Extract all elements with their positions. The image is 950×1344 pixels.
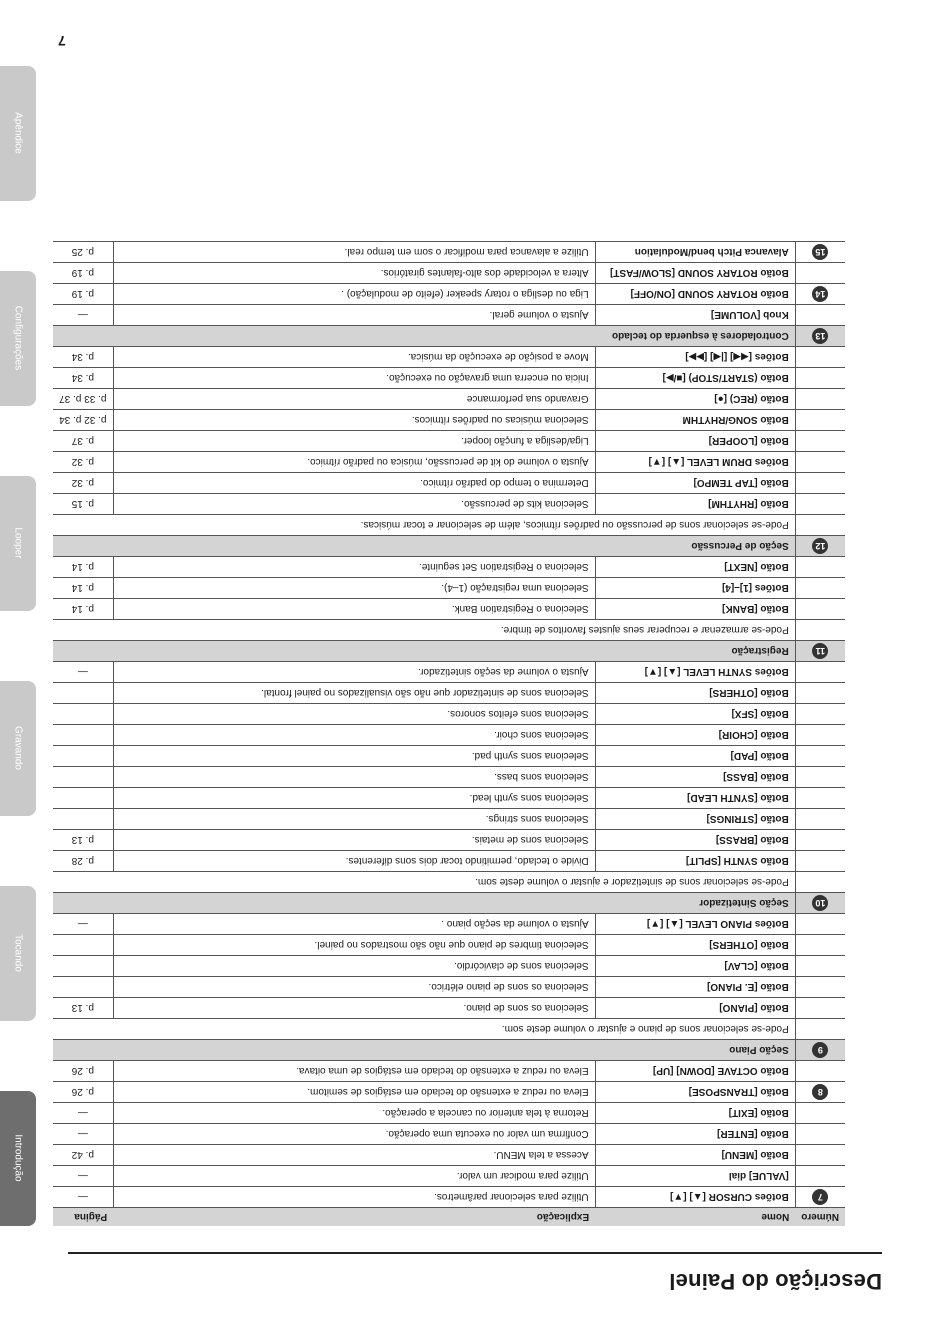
table-row: [53, 704, 845, 725]
number-cell: [795, 956, 845, 977]
table-row: [53, 1145, 845, 1166]
page-reference: p. 14: [53, 557, 113, 578]
control-name: Botão [TRANSPOSE]: [595, 1082, 795, 1103]
page-reference: [53, 809, 113, 830]
number-cell: [795, 431, 845, 452]
control-explanation: Eleva ou reduz a extensão do teclado em estágios de semitom.: [113, 1082, 595, 1103]
number-cell: [795, 1145, 845, 1166]
table-row: [53, 431, 845, 452]
control-explanation: Utilize para modicar um valor.: [113, 1166, 595, 1187]
control-name: Botão [BANK]: [595, 599, 795, 620]
table-row: [53, 263, 845, 284]
number-cell: [795, 1166, 845, 1187]
control-explanation: Altera a velocidade dos alto-falantes giratórios.: [113, 263, 595, 284]
control-name: Botão [MENU]: [595, 1145, 795, 1166]
table-row: [53, 242, 845, 263]
page-reference: p. 26: [53, 1061, 113, 1082]
control-name: Botão [NEXT]: [595, 557, 795, 578]
table-row: [53, 347, 845, 368]
description-row: [53, 620, 845, 641]
control-name: Botões SYNTH LEVEL [▲] [▼]: [595, 662, 795, 683]
tab-apendice[interactable]: Apêndice: [0, 66, 36, 201]
page-reference: p. 33 p. 37: [53, 389, 113, 410]
control-name: Botão [OTHERS]: [595, 935, 795, 956]
number-cell: [795, 683, 845, 704]
table-row: [53, 725, 845, 746]
page-title: Descrição do Painel: [669, 1269, 882, 1294]
page-reference: —: [53, 914, 113, 935]
section-row: [53, 641, 845, 662]
number-cell: [795, 914, 845, 935]
section-label: Seção Piano: [53, 1040, 795, 1061]
page-reference: [53, 977, 113, 998]
table-row: [53, 1124, 845, 1145]
page-reference: p. 19: [53, 284, 113, 305]
page-reference: p. 19: [53, 263, 113, 284]
number-badge: 13: [812, 328, 828, 344]
number-cell: [795, 662, 845, 683]
section-description: Pode-se selecionar sons de piano e ajustar o volume deste som.: [53, 1019, 795, 1040]
control-name: Botão [CLAV]: [595, 956, 795, 977]
number-badge: 9: [812, 1042, 828, 1058]
table-row: [53, 851, 845, 872]
tab-tocando[interactable]: Tocando: [0, 886, 36, 1021]
control-explanation: Seleciona sons choir.: [113, 725, 595, 746]
control-explanation: Ajusta o volume do kit de percussão, música ou padrão rítmico.: [113, 452, 595, 473]
table-row: [53, 473, 845, 494]
control-explanation: Confirma um valor ou executa uma operação.: [113, 1124, 595, 1145]
number-cell: [795, 494, 845, 515]
control-name: Botão [BASS]: [595, 767, 795, 788]
page-reference: p. 14: [53, 599, 113, 620]
section-row: [53, 536, 845, 557]
control-explanation: Divide o teclado, permitindo tocar dois sons diferentes.: [113, 851, 595, 872]
number-cell: [795, 935, 845, 956]
control-explanation: Ajusta o volume da seção sintetizador.: [113, 662, 595, 683]
control-name: Botão ROTARY SOUND [SLOW/FAST]: [595, 263, 795, 284]
control-explanation: Acessa a tela MENU.: [113, 1145, 595, 1166]
header-number: Número: [795, 1208, 845, 1227]
page-reference: p. 32: [53, 473, 113, 494]
tab-gravando[interactable]: Gravando: [0, 681, 36, 816]
page-reference: p. 42: [53, 1145, 113, 1166]
page-reference: [53, 683, 113, 704]
tab-looper[interactable]: Looper: [0, 476, 36, 611]
description-row: [53, 515, 845, 536]
table-row: [53, 368, 845, 389]
page-reference: [53, 956, 113, 977]
page-reference: p. 13: [53, 830, 113, 851]
section-row: [53, 893, 845, 914]
page-reference: p. 34: [53, 347, 113, 368]
number-cell: [795, 1082, 845, 1103]
number-cell: [795, 1061, 845, 1082]
title-rule: [68, 1252, 882, 1254]
control-name: Botão [SYNTH LEAD]: [595, 788, 795, 809]
page-reference: —: [53, 1187, 113, 1208]
description-row: [53, 872, 845, 893]
table-row: [53, 935, 845, 956]
section-label: Registração: [53, 641, 795, 662]
table-row: [53, 746, 845, 767]
control-explanation: Seleciona sons de sintetizador que não são visualizados no painel frontal.: [113, 683, 595, 704]
control-name: Botão OCTAVE [DOWN] [UP]: [595, 1061, 795, 1082]
tab-configuracoes[interactable]: Configurações: [0, 271, 36, 406]
table-row: [53, 452, 845, 473]
table-row: [53, 1187, 845, 1208]
control-name: Botão [RHYTHM]: [595, 494, 795, 515]
control-explanation: Seleciona kits de percussão.: [113, 494, 595, 515]
page-reference: [53, 788, 113, 809]
number-badge: 7: [812, 1189, 828, 1205]
control-name: [VALUE] dial: [595, 1166, 795, 1187]
table-row: [53, 683, 845, 704]
control-name: Botão (REC) [●]: [595, 389, 795, 410]
control-name: Botão [E. PIANO]: [595, 977, 795, 998]
number-cell: [795, 536, 845, 557]
header-page: Página: [53, 1208, 113, 1227]
number-cell: [795, 578, 845, 599]
section-description: Pode-se armazenar e recuperar seus ajustes favoritos de timbre.: [53, 620, 795, 641]
control-name: Botão (START/STOP) [■/▶]: [595, 368, 795, 389]
section-label: Seção de Percussão: [53, 536, 795, 557]
page-reference: —: [53, 662, 113, 683]
control-name: Botão [PAD]: [595, 746, 795, 767]
table-row: [53, 389, 845, 410]
control-name: Botões [◀◀] [|◀] [▶▶]: [595, 347, 795, 368]
control-explanation: Seleciona sons synth lead.: [113, 788, 595, 809]
page-reference: p. 26: [53, 1082, 113, 1103]
table-row: [53, 1166, 845, 1187]
control-name: Alavanca Pitch bend/Modulation: [595, 242, 795, 263]
control-name: Botão [PIANO]: [595, 998, 795, 1019]
page-number: 7: [58, 33, 66, 49]
section-label: Controladores à esquerda do teclado: [53, 326, 795, 347]
page-reference: p. 37: [53, 431, 113, 452]
table-row: [53, 830, 845, 851]
tab-introducao[interactable]: Introdução: [0, 1091, 36, 1226]
table-row: [53, 998, 845, 1019]
page-reference: —: [53, 1166, 113, 1187]
panel-description-table: [53, 241, 845, 1226]
header-name: Nome: [595, 1208, 795, 1227]
number-cell: [795, 368, 845, 389]
control-name: Botão [LOOPER]: [595, 431, 795, 452]
number-badge: 10: [812, 895, 828, 911]
control-name: Botões PIANO LEVEL [▲] [▼]: [595, 914, 795, 935]
control-name: Botões [1]–[4]: [595, 578, 795, 599]
section-description: Pode-se selecionar sons de percussão ou padrões rítmicos, além de selecionar e tocar músicas.: [53, 515, 795, 536]
number-cell: [795, 977, 845, 998]
page-reference: —: [53, 305, 113, 326]
table-row: [53, 914, 845, 935]
section-row: [53, 326, 845, 347]
page-reference: p. 15: [53, 494, 113, 515]
page-reference: —: [53, 1103, 113, 1124]
control-explanation: Ajusta o volume geral.: [113, 305, 595, 326]
table-body: [53, 242, 845, 1208]
number-badge: 12: [812, 538, 828, 554]
number-cell: [795, 410, 845, 431]
page-reference: p. 34: [53, 368, 113, 389]
control-explanation: Seleciona o Registration Bank.: [113, 599, 595, 620]
number-badge: 11: [812, 643, 828, 659]
number-cell: [795, 872, 845, 893]
control-explanation: Retorna à tela anterior ou cancela a operação.: [113, 1103, 595, 1124]
control-name: Botão SYNTH [SPLIT]: [595, 851, 795, 872]
number-cell: [795, 1187, 845, 1208]
control-name: Botão [TAP TEMPO]: [595, 473, 795, 494]
table-row: [53, 788, 845, 809]
number-cell: [795, 725, 845, 746]
section-description: Pode-se selecionar sons de sintetizador e ajustar o volume deste som.: [53, 872, 795, 893]
page-reference: [53, 704, 113, 725]
control-name: Botão ROTARY SOUND [ON/OFF]: [595, 284, 795, 305]
page-reference: —: [53, 1124, 113, 1145]
number-cell: [795, 620, 845, 641]
number-cell: [795, 347, 845, 368]
page-reference: p. 13: [53, 998, 113, 1019]
control-explanation: Utilize para selecionar parâmetros.: [113, 1187, 595, 1208]
control-explanation: Utilize a alavanca para modificar o som em tempo real.: [113, 242, 595, 263]
control-explanation: Seleciona uma registração (1–4).: [113, 578, 595, 599]
number-cell: [795, 809, 845, 830]
number-cell: [795, 746, 845, 767]
control-name: Botão SONG/RHYTHM: [595, 410, 795, 431]
table-row: [53, 977, 845, 998]
control-explanation: Seleciona sons de metais.: [113, 830, 595, 851]
control-explanation: Seleciona músicas ou padrões rítmicos.: [113, 410, 595, 431]
table-row: [53, 767, 845, 788]
number-cell: [795, 263, 845, 284]
number-cell: [795, 641, 845, 662]
table-row: [53, 1103, 845, 1124]
number-cell: [795, 389, 845, 410]
number-badge: 8: [812, 1084, 828, 1100]
control-name: Botão [OTHERS]: [595, 683, 795, 704]
page-reference: [53, 746, 113, 767]
control-name: Botão [CHOIR]: [595, 725, 795, 746]
number-cell: [795, 830, 845, 851]
table-row: [53, 1082, 845, 1103]
control-explanation: Seleciona sons strings.: [113, 809, 595, 830]
number-cell: [795, 452, 845, 473]
control-explanation: Seleciona sons efeitos sonoros.: [113, 704, 595, 725]
control-explanation: Seleciona o Registration Set seguinte.: [113, 557, 595, 578]
control-name: Botão [STRINGS]: [595, 809, 795, 830]
table-row: [53, 1061, 845, 1082]
table-row: [53, 599, 845, 620]
table-row: [53, 578, 845, 599]
control-name: Botão [EXIT]: [595, 1103, 795, 1124]
table-row: [53, 662, 845, 683]
number-cell: [795, 851, 845, 872]
number-cell: [795, 242, 845, 263]
control-name: Knob [VOLUME]: [595, 305, 795, 326]
number-badge: 14: [812, 286, 828, 302]
control-name: Botão [BRASS]: [595, 830, 795, 851]
number-cell: [795, 599, 845, 620]
page-reference: p. 14: [53, 578, 113, 599]
number-cell: [795, 998, 845, 1019]
control-explanation: Ajusta o volume da seção piano .: [113, 914, 595, 935]
page-reference: p. 32 p. 34: [53, 410, 113, 431]
control-name: Botão [SFX]: [595, 704, 795, 725]
control-explanation: Liga ou desliga o rotary speaker (efeito de modulação) .: [113, 284, 595, 305]
section-row: [53, 1040, 845, 1061]
number-cell: [795, 893, 845, 914]
number-cell: [795, 557, 845, 578]
table-row: [53, 410, 845, 431]
page-reference: p. 28: [53, 851, 113, 872]
number-badge: 15: [812, 244, 828, 260]
control-explanation: Move a posição de execução da música.: [113, 347, 595, 368]
control-name: Botões DRUM LEVEL [▲] [▼]: [595, 452, 795, 473]
control-explanation: Determina o tempo do padrão rítmico.: [113, 473, 595, 494]
control-explanation: Seleciona timbres de piano que não são mostrados no painel.: [113, 935, 595, 956]
number-cell: [795, 284, 845, 305]
control-explanation: Seleciona sons synth pad.: [113, 746, 595, 767]
page-reference: p. 32: [53, 452, 113, 473]
section-label: Seção Sintetizador: [53, 893, 795, 914]
number-cell: [795, 473, 845, 494]
description-row: [53, 1019, 845, 1040]
page-reference: [53, 725, 113, 746]
number-cell: [795, 515, 845, 536]
number-cell: [795, 1040, 845, 1061]
table-row: [53, 557, 845, 578]
control-name: Botões CURSOR [▲] [▼]: [595, 1187, 795, 1208]
header-explanation: Explicação: [113, 1208, 595, 1227]
control-explanation: Seleciona os sons de piano elétrico.: [113, 977, 595, 998]
control-name: Botão [ENTER]: [595, 1124, 795, 1145]
control-explanation: Eleva ou reduz a extensão do teclado em estágios de uma oitava.: [113, 1061, 595, 1082]
table-row: [53, 494, 845, 515]
table-row: [53, 284, 845, 305]
control-explanation: Seleciona sons bass.: [113, 767, 595, 788]
control-explanation: Seleciona sons de clavicórdio.: [113, 956, 595, 977]
number-cell: [795, 1124, 845, 1145]
table-row: [53, 956, 845, 977]
number-cell: [795, 1103, 845, 1124]
number-cell: [795, 326, 845, 347]
table-row: [53, 809, 845, 830]
control-explanation: Seleciona os sons de piano.: [113, 998, 595, 1019]
number-cell: [795, 704, 845, 725]
number-cell: [795, 767, 845, 788]
number-cell: [795, 788, 845, 809]
table-header-row: [53, 1208, 845, 1227]
control-explanation: Liga/desliga a função looper.: [113, 431, 595, 452]
control-explanation: Gravando sua performance: [113, 389, 595, 410]
control-explanation: Inicia ou encerra uma gravação ou execução.: [113, 368, 595, 389]
page-reference: p. 25: [53, 242, 113, 263]
number-cell: [795, 1019, 845, 1040]
table-row: [53, 305, 845, 326]
page-reference: [53, 935, 113, 956]
page-reference: [53, 767, 113, 788]
number-cell: [795, 305, 845, 326]
